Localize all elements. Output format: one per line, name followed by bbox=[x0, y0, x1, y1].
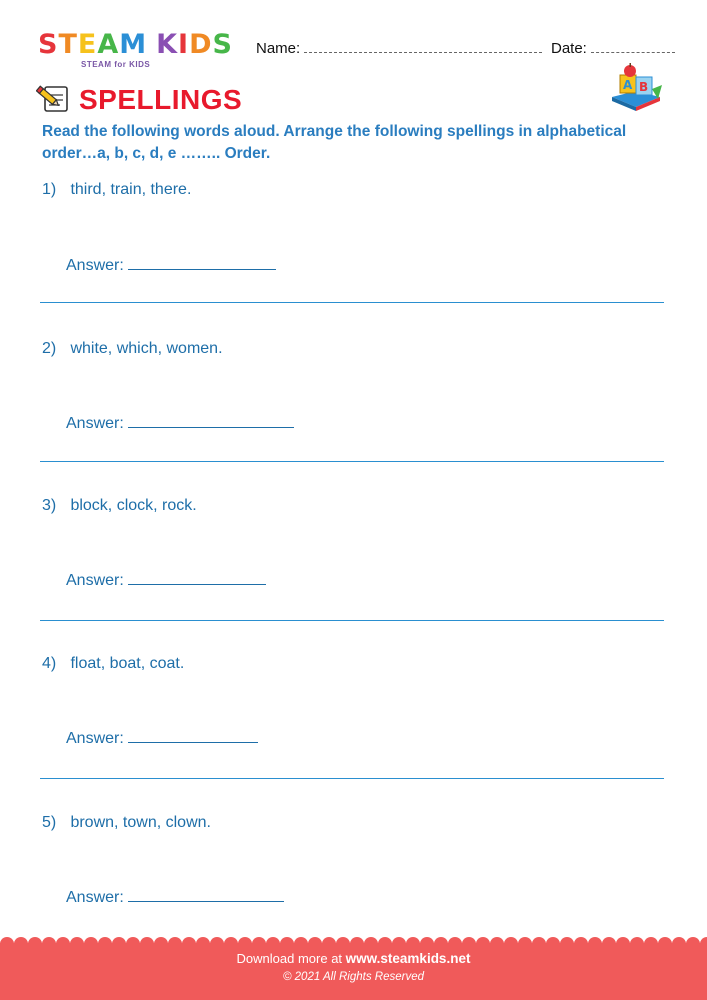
question-words: brown, town, clown. bbox=[70, 814, 211, 831]
page-title: SPELLINGS bbox=[79, 84, 243, 115]
answer-blank[interactable] bbox=[128, 411, 294, 428]
date-label: Date: bbox=[551, 40, 587, 57]
answer-label: Answer: bbox=[66, 415, 124, 432]
svg-text:A: A bbox=[623, 78, 633, 92]
abc-book-icon bbox=[608, 63, 664, 113]
footer-download-line bbox=[0, 951, 707, 966]
name-field[interactable] bbox=[256, 38, 542, 57]
answer-row[interactable] bbox=[66, 885, 284, 907]
logo-letter: S bbox=[212, 29, 233, 60]
answer-blank[interactable] bbox=[128, 885, 284, 902]
logo-letter: M bbox=[119, 29, 148, 60]
answer-blank[interactable] bbox=[128, 568, 266, 585]
divider-line bbox=[40, 302, 664, 303]
logo-letter: I bbox=[178, 29, 190, 60]
question-number: 4) bbox=[42, 655, 57, 672]
logo-letter: K bbox=[156, 29, 179, 60]
question-number: 2) bbox=[42, 340, 57, 357]
steam-kids-logo bbox=[38, 30, 238, 74]
answer-row[interactable] bbox=[66, 568, 266, 590]
logo-title bbox=[38, 30, 233, 60]
answer-label: Answer: bbox=[66, 257, 124, 274]
answer-label: Answer: bbox=[66, 889, 124, 906]
question-item bbox=[42, 340, 223, 358]
answer-row[interactable] bbox=[66, 253, 276, 275]
logo-tagline: STEAM for KIDS bbox=[81, 60, 151, 69]
logo-letter: S bbox=[38, 29, 59, 60]
logo-letter: A bbox=[97, 29, 120, 60]
question-item bbox=[42, 181, 191, 199]
name-blank[interactable] bbox=[304, 38, 542, 53]
logo-letter: D bbox=[189, 29, 213, 60]
question-words: block, clock, rock. bbox=[70, 497, 197, 514]
question-item bbox=[42, 655, 184, 673]
answer-row[interactable] bbox=[66, 726, 258, 748]
answer-label: Answer: bbox=[66, 572, 124, 589]
answer-row[interactable] bbox=[66, 411, 294, 433]
answer-blank[interactable] bbox=[128, 726, 258, 743]
question-words: third, train, there. bbox=[70, 181, 192, 198]
question-number: 1) bbox=[42, 181, 57, 198]
question-item bbox=[42, 497, 197, 515]
question-number: 3) bbox=[42, 497, 57, 514]
date-blank[interactable] bbox=[591, 38, 675, 53]
question-words: white, which, women. bbox=[70, 340, 223, 357]
date-field[interactable] bbox=[551, 38, 675, 57]
scalloped-edge bbox=[0, 935, 707, 945]
instructions: Read the following words aloud. Arrange the following spellings in alphabetical order…a, b, c, d, e …….. Order. bbox=[42, 123, 627, 162]
question-item bbox=[42, 814, 211, 832]
question-number: 5) bbox=[42, 814, 57, 831]
logo-letter: T bbox=[58, 29, 78, 60]
footer-copyright: © 2021 All Rights Reserved bbox=[282, 971, 424, 983]
footer-site-link[interactable]: www.steamkids.net bbox=[345, 951, 471, 966]
divider-line bbox=[40, 778, 664, 779]
footer-download-text: Download more at bbox=[236, 951, 343, 966]
name-label: Name: bbox=[256, 40, 301, 57]
answer-label: Answer: bbox=[66, 730, 124, 747]
pencil-paper-icon bbox=[36, 83, 70, 113]
divider-line bbox=[40, 620, 664, 621]
svg-text:B: B bbox=[639, 80, 649, 94]
answer-blank[interactable] bbox=[128, 253, 276, 270]
question-words: float, boat, coat. bbox=[70, 655, 185, 672]
divider-line bbox=[40, 461, 664, 462]
logo-letter: E bbox=[77, 29, 98, 60]
